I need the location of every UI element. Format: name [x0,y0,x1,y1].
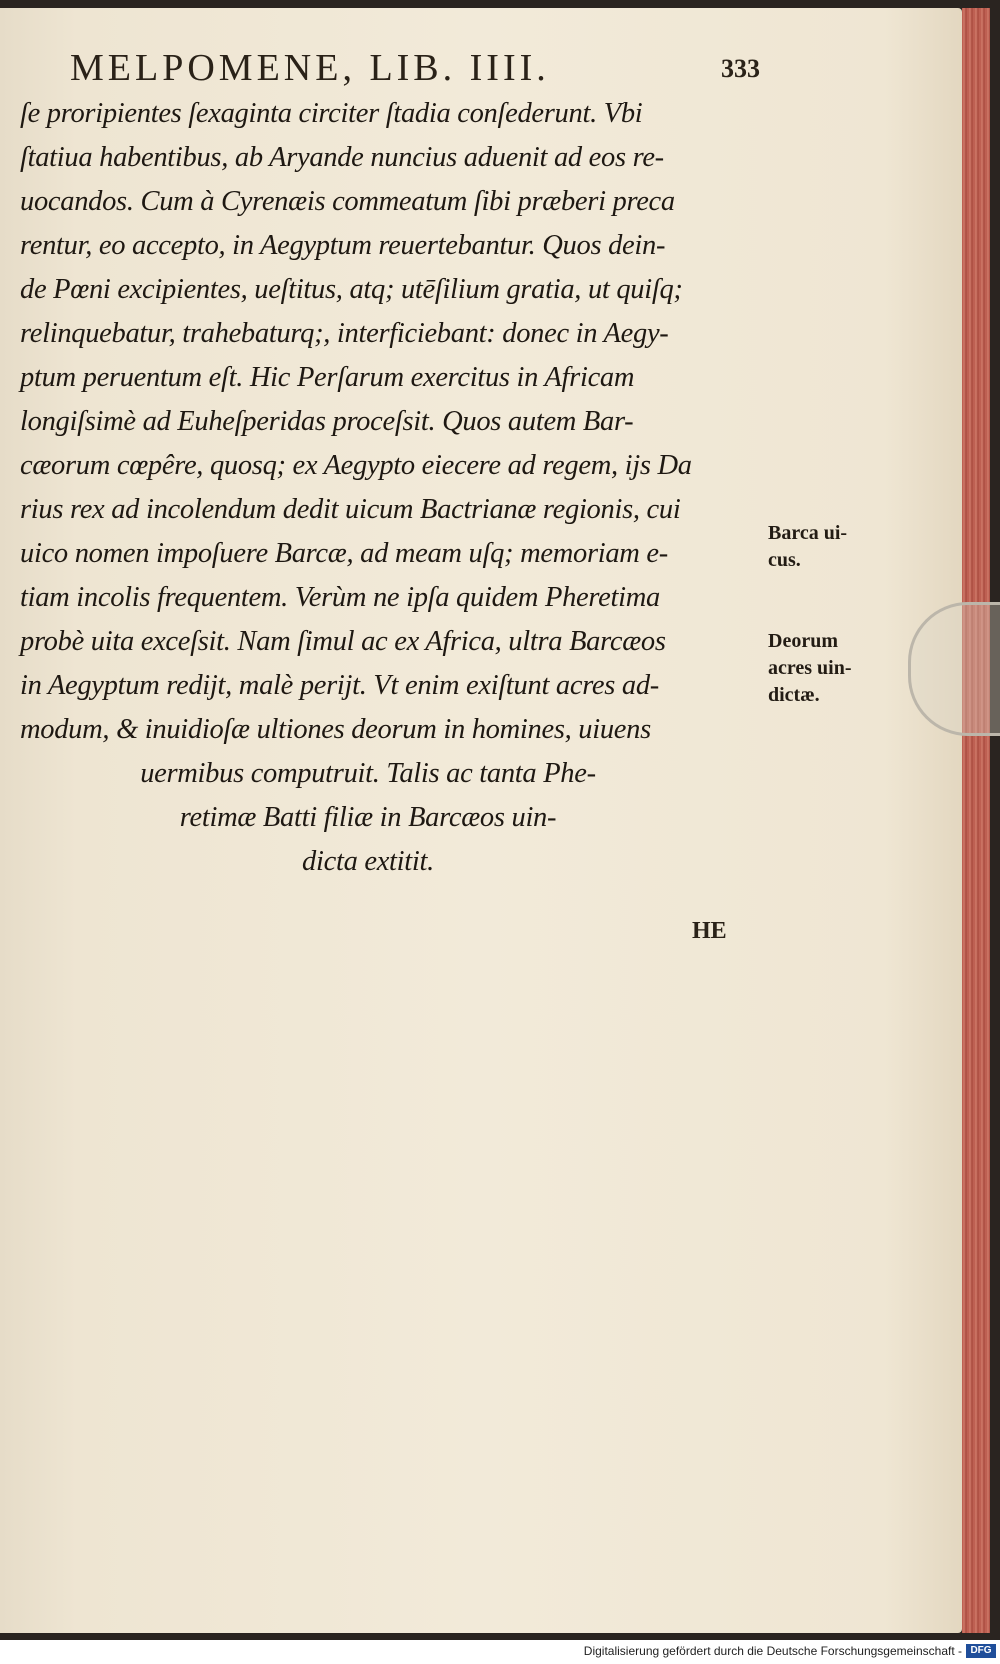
body-line: rentur, eo accepto, in Aegyptum reuertebantur. Quos dein- [20,230,666,261]
dfg-logo: DFG [966,1644,996,1658]
marginal-note-line: Deorum [768,630,838,652]
body-line: rius rex ad incolendum dedit uicum Bactrianæ regionis, cui [20,494,681,525]
body-line: dicta extitit. [302,846,434,877]
body-line: ſtatiua habentibus, ab Aryande nuncius aduenit ad eos re- [20,142,664,173]
marginal-note [768,628,868,709]
running-head-title: MELPOMENE, LIB. IIII. [70,47,550,89]
body-line: longiſsimè ad Euheſperidas proceſsit. Quos autem Bar- [20,406,634,437]
body-line: uocandos. Cum à Cyrenæis commeatum ſibi præberi preca [20,186,675,217]
marginal-note-line: Barca ui- [768,522,848,544]
marginal-note-line: acres uin- [768,657,852,679]
body-line: uermibus computruit. Talis ac tanta Phe- [140,758,596,789]
footer-credit: Digitalisierung gefördert durch die Deutsche Forschungsgemeinschaft - [583,1644,962,1658]
body-line: tiam incolis frequentem. Verùm ne ipſa quidem Pheretima [20,582,660,613]
marginal-note-line: dictæ. [768,684,820,706]
body-line: ptum peruentum eſt. Hic Perſarum exercitus in Africam [20,362,635,393]
body-line: relinquebatur, trahebaturq;, interficiebant: donec in Aegy- [20,318,669,349]
body-line: cæorum cœpêre, quosq; ex Aegypto eiecere ad regem, ijs Da [20,450,692,481]
body-line: ſe proripientes ſexaginta circiter ſtadia conſederunt. Vbi [20,98,643,129]
page-edge-red [962,8,990,1633]
body-line: probè uita exceſsit. Nam ſimul ac ex Africa, ultra Barcæos [20,626,666,657]
body-line: uico nomen impoſuere Barcæ, ad meam uſq; memoriam e- [20,538,668,569]
body-line: de Pœni excipientes, ueſtitus, atq; utēſilium gratia, ut quiſq; [20,274,683,305]
marginal-note-line: cus. [768,549,801,571]
body-line: modum, & inuidioſæ ultiones deorum in homines, uiuens [20,714,651,745]
digitization-footer [0,1640,1000,1664]
folio-number: 333 [721,54,760,83]
catchword: HE [692,918,727,944]
body-line: in Aegyptum redijt, malè perijt. Vt enim exiſtunt acres ad- [20,670,659,701]
marginal-note [768,520,868,574]
running-head [70,46,760,96]
body-line: retimæ Batti filiæ in Barcæos uin- [179,802,557,833]
